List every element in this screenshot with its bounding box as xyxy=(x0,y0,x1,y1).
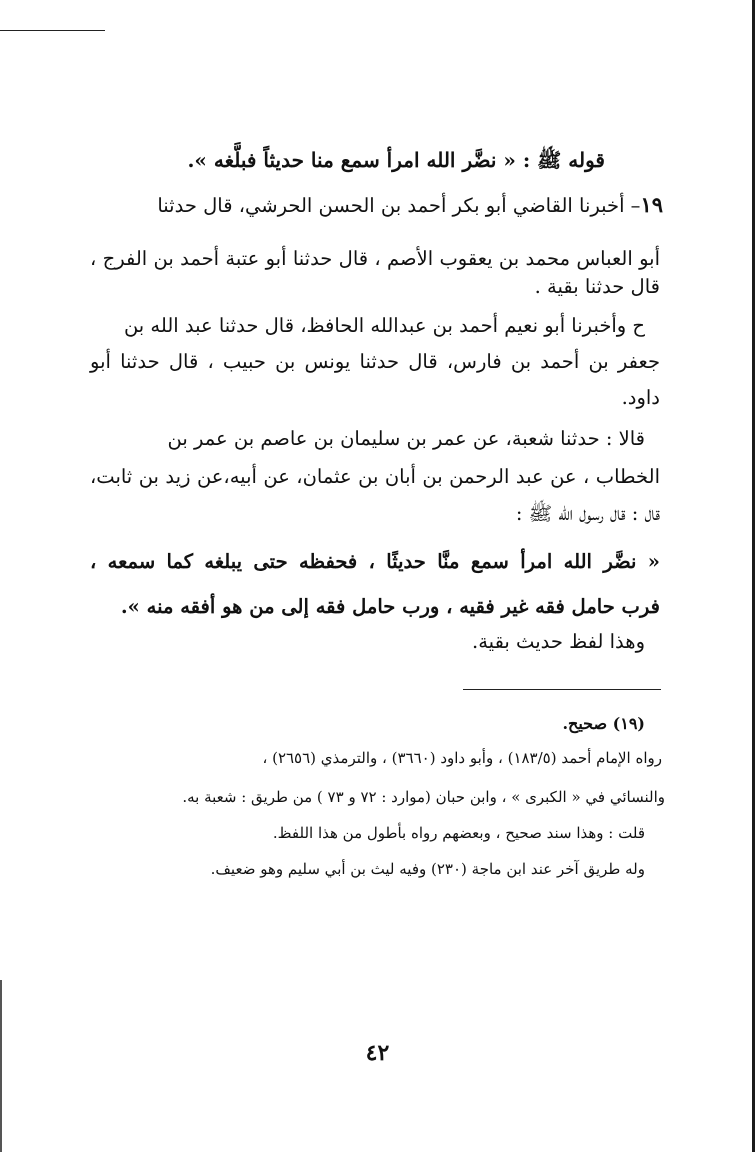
hadith-intro-line-1 xyxy=(157,190,663,221)
paragraph2-line-3: داود. xyxy=(621,386,660,409)
paragraph2-line-1: ح وأخبرنا أبو نعيم أحمد بن عبدالله الحافظ، قال حدثنا عبد الله بن xyxy=(123,314,645,337)
footnote-line-3: قلت : وهذا سند صحيح ، وبعضهم رواه بأطول من هذا اللفظ. xyxy=(272,824,645,842)
paragraph1-line-2: أبو العباس محمد بن يعقوب الأصم ، قال حدثنا أبو عتبة أحمد بن الفرج ، xyxy=(90,247,660,270)
closing-line: وهذا لفظ حديث بقية. xyxy=(472,630,645,653)
footnote-grade: (١٩) صحيح. xyxy=(562,714,645,733)
paragraph3-line-2: الخطاب ، عن عبد الرحمن بن أبان بن عثمان، عن أبيه،عن زيد بن ثابت، xyxy=(90,465,660,488)
paragraph2-line-2: جعفر بن أحمد بن فارس، قال حدثنا يونس بن حبيب ، قال حدثنا أبو xyxy=(90,350,660,373)
hadith-text-line-1: « نضَّر الله امرأ سمع منَّا حديثًا ، فحفظه حتى يبلغه كما سمعه ، xyxy=(90,550,660,573)
paragraph1-line-3: قال حدثنا بقية . xyxy=(534,275,660,298)
paragraph3-line-3: قال : قال رسول الله ﷺ : xyxy=(515,502,660,525)
footnote-line-4: وله طريق آخر عند ابن ماجة (٢٣٠) وفيه ليث بن أبي سليم وهو ضعيف. xyxy=(210,860,645,878)
chapter-heading: قوله ﷺ : « نضَّر الله امرأ سمع منا حديثاً فبلَّغه ». xyxy=(187,148,605,172)
footnote-line-1: رواه الإمام أحمد (١٨٣/٥) ، وأبو داود (٣٦٦٠) ، والترمذي (٢٦٥٦) ، xyxy=(262,749,662,767)
top-left-rule xyxy=(0,30,105,31)
paragraph1-line-1: – أخبرنا القاضي أبو بكر أحمد بن الحسن الحرشي، قال حدثنا xyxy=(157,194,641,217)
hadith-text-line-2: فرب حامل فقه غير فقيه ، ورب حامل فقه إلى من هو أفقه منه ». xyxy=(120,595,660,618)
page-number: ٤٢ xyxy=(365,1040,390,1066)
paragraph3-line-1: قالا : حدثنا شعبة، عن عمر بن سليمان بن عاصم بن عمر بن xyxy=(167,427,645,450)
footnote-line-2: والنسائي في « الكبرى » ، وابن حبان (موارد : ٧٢ و ٧٣ ) من طريق : شعبة به. xyxy=(182,788,665,806)
scan-edge-left xyxy=(0,980,2,1152)
footnote-separator xyxy=(463,689,661,690)
hadith-number: ١٩ xyxy=(640,192,663,217)
